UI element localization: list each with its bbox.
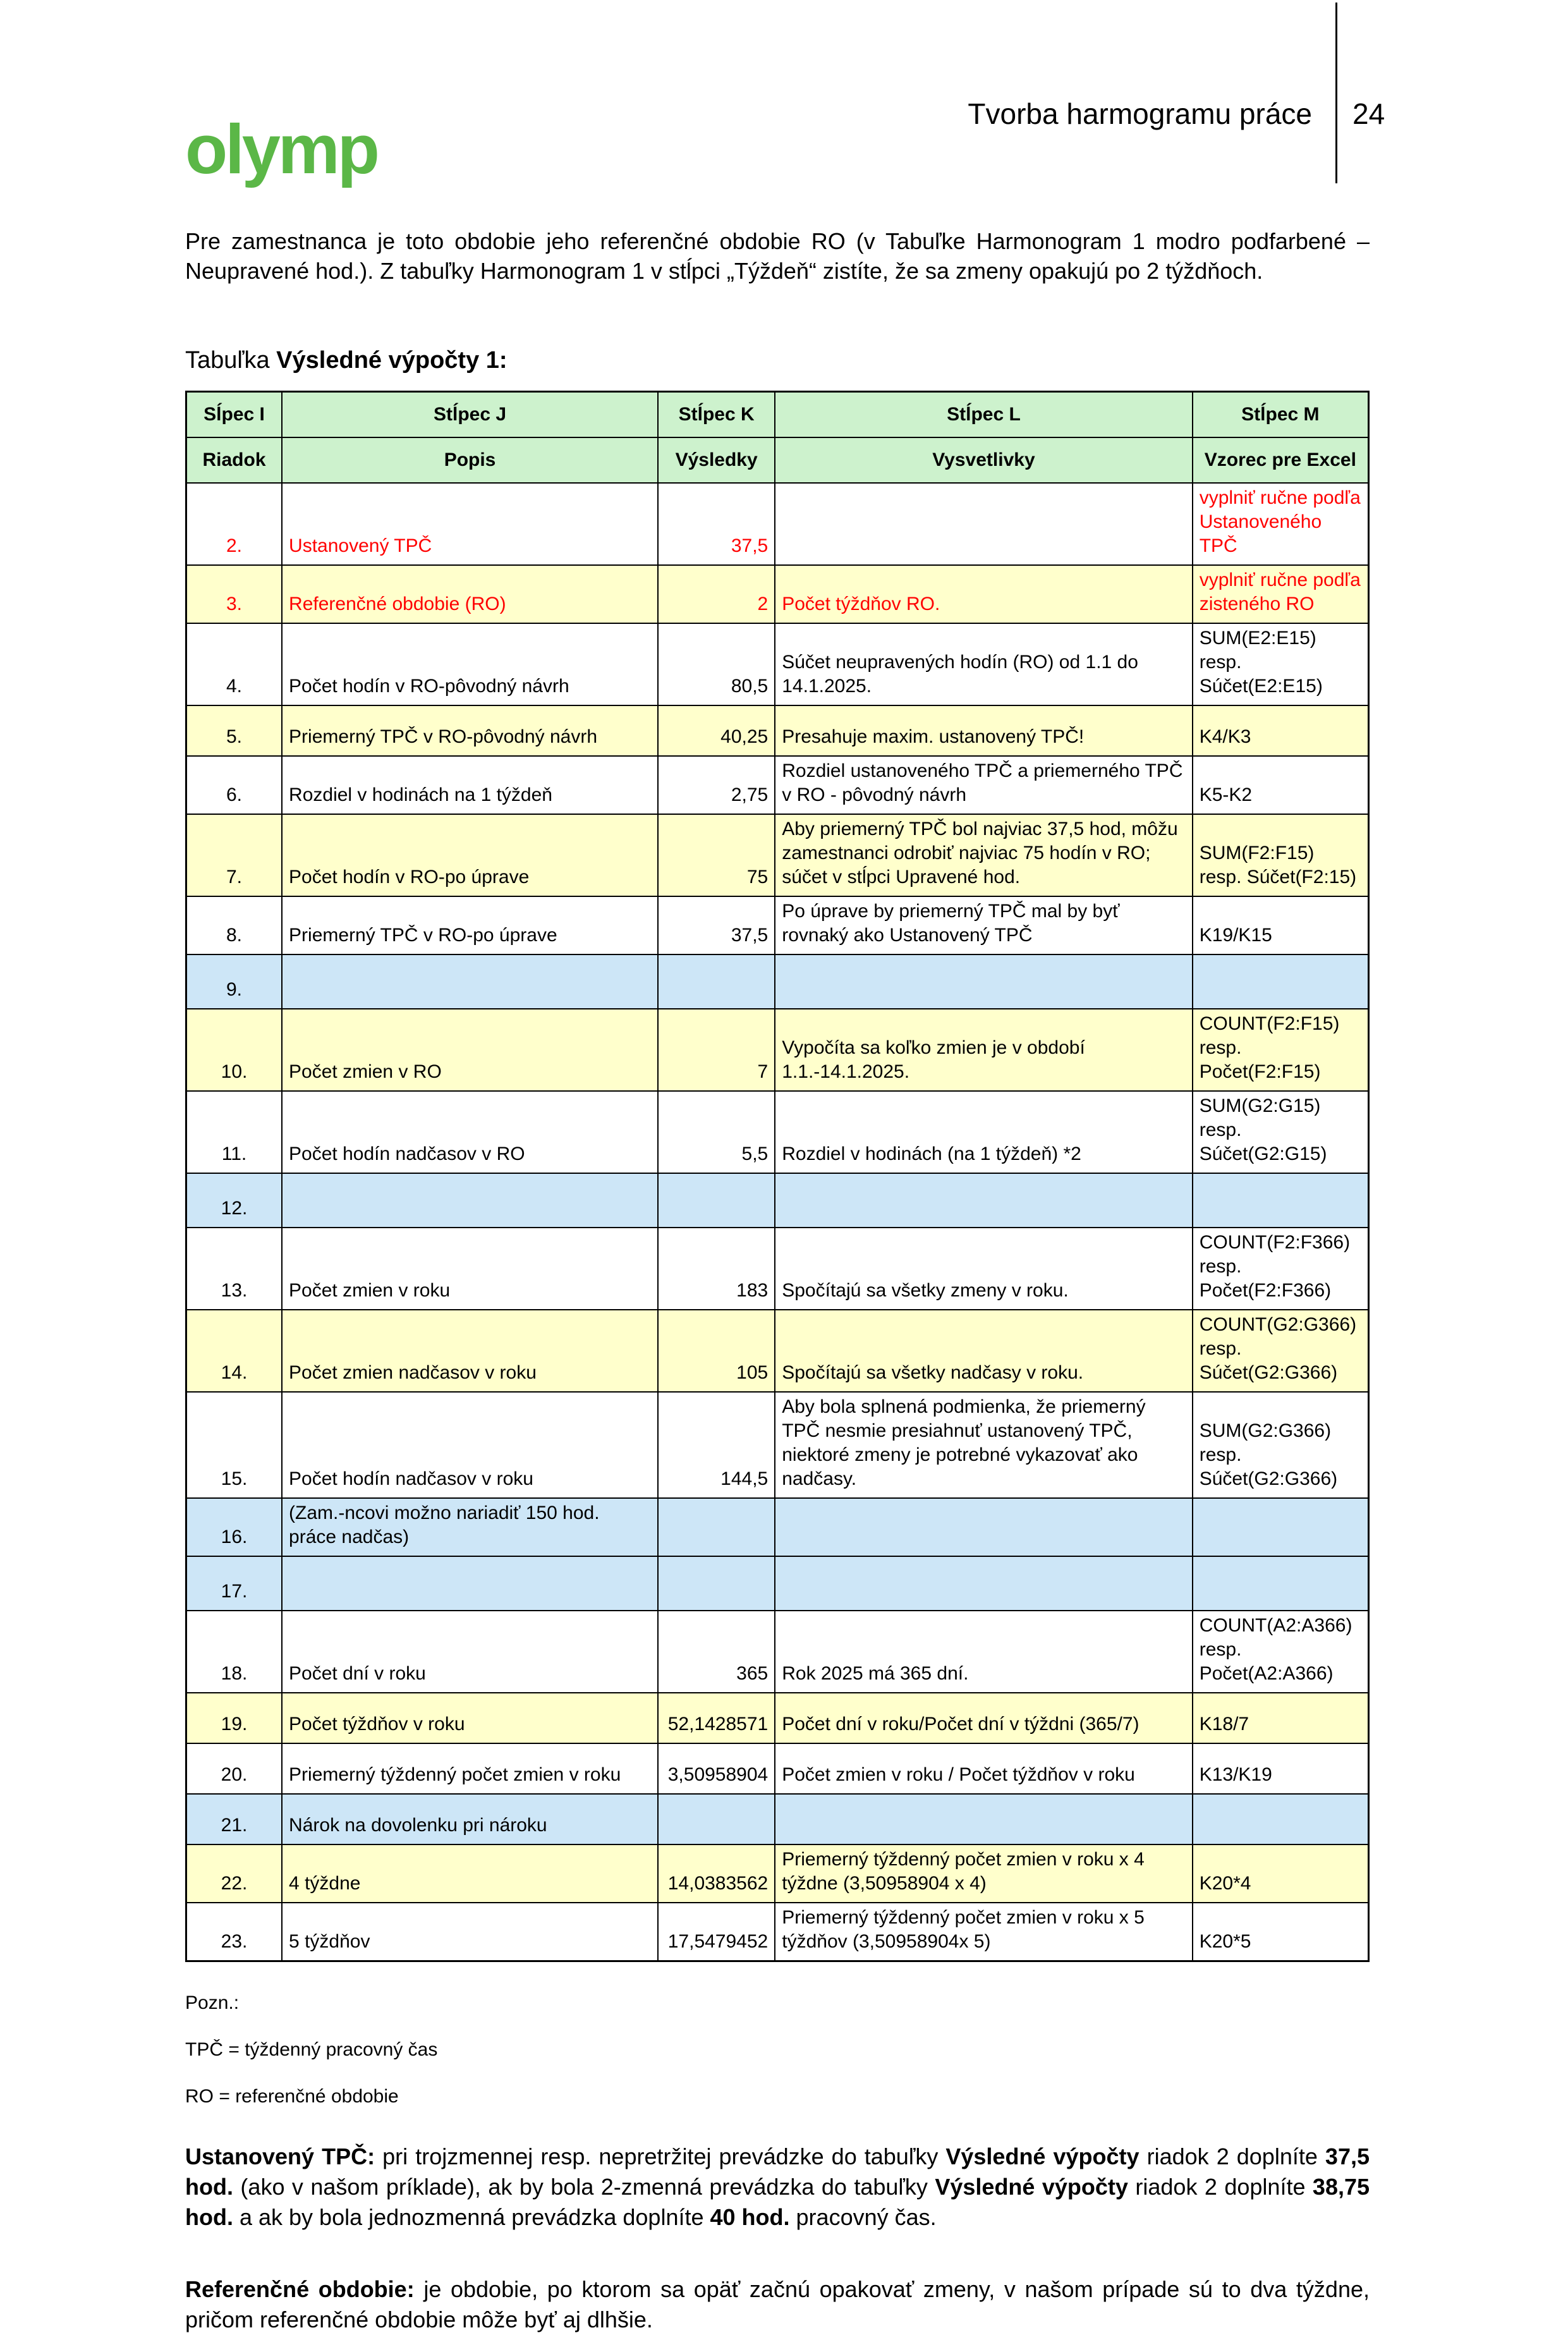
- cell-popis: 4 týždne: [282, 1844, 658, 1903]
- cell-popis: Počet hodín v RO-po úprave: [282, 814, 658, 896]
- table-row: [186, 1743, 1369, 1794]
- intro-paragraph: Pre zamestnanca je toto obdobie jeho referenčné obdobie RO (v Tabuľke Harmonogram 1 modro podfarbené – Neupravené hod.). Z tabuľky Harmonogram 1 v stĺpci „Týždeň“ zistíte, že sa zmeny opakujú po 2 týždňoch.: [185, 228, 1370, 284]
- cell-vysvetlivky: Priemerný týždenný počet zmien v roku x 5 týždňov (3,50958904x 5): [775, 1903, 1192, 1961]
- cell-vysledky: 5,5: [658, 1091, 775, 1173]
- cell-vysledky: 144,5: [658, 1392, 775, 1498]
- note-pozn: Pozn.:: [185, 1992, 240, 2013]
- cell-vzorec: [1193, 1556, 1369, 1611]
- column-subheader: Vzorec pre Excel: [1193, 437, 1369, 483]
- cell-vysvetlivky: Rozdiel v hodinách (na 1 týždeň) *2: [775, 1091, 1192, 1173]
- cell-vysledky: 17,5479452: [658, 1903, 775, 1961]
- bold-text: Výsledné výpočty: [935, 2174, 1128, 2200]
- cell-vzorec: [1193, 1173, 1369, 1228]
- cell-vzorec: K5-K2: [1193, 756, 1369, 814]
- paragraph-text: pri trojzmennej resp. nepretržitej prevádzke do tabuľky: [375, 2143, 946, 2169]
- cell-popis: Priemerný týždenný počet zmien v roku: [282, 1743, 658, 1794]
- cell-vysledky: 80,5: [658, 623, 775, 705]
- cell-popis: Počet hodín v RO-pôvodný návrh: [282, 623, 658, 705]
- cell-vysvetlivky: [775, 1556, 1192, 1611]
- cell-vysledky: 365: [658, 1611, 775, 1693]
- cell-riadok: 18.: [186, 1611, 283, 1693]
- cell-popis: Priemerný TPČ v RO-pôvodný návrh: [282, 705, 658, 756]
- table-row: [186, 623, 1369, 705]
- paragraph-text: riadok 2 doplníte: [1127, 2174, 1313, 2200]
- cell-vysvetlivky: Súčet neupravených hodín (RO) od 1.1 do 14.1.2025.: [775, 623, 1192, 705]
- bold-text: 40 hod.: [710, 2204, 790, 2230]
- cell-vzorec: COUNT(F2:F15) resp. Počet(F2:F15): [1193, 1009, 1369, 1091]
- cell-riadok: 22.: [186, 1844, 283, 1903]
- table-row: [186, 705, 1369, 756]
- column-header: Stĺpec J: [282, 392, 658, 438]
- cell-vysvetlivky: Počet zmien v roku / Počet týždňov v roku: [775, 1743, 1192, 1794]
- cell-vysvetlivky: [775, 1173, 1192, 1228]
- cell-vysvetlivky: Rok 2025 má 365 dní.: [775, 1611, 1192, 1693]
- cell-vysvetlivky: Priemerný týždenný počet zmien v roku x 4 týždne (3,50958904 x 4): [775, 1844, 1192, 1903]
- sub-header-row: [186, 437, 1369, 483]
- cell-vysledky: 183: [658, 1228, 775, 1310]
- cell-popis: [282, 954, 658, 1009]
- cell-vysvetlivky: Vypočíta sa koľko zmien je v období 1.1.-14.1.2025.: [775, 1009, 1192, 1091]
- cell-vzorec: SUM(G2:G15) resp. Súčet(G2:G15): [1193, 1091, 1369, 1173]
- table-row: [186, 565, 1369, 623]
- cell-vzorec: SUM(E2:E15) resp. Súčet(E2:E15): [1193, 623, 1369, 705]
- note-ro: RO = referenčné obdobie: [185, 2086, 399, 2107]
- bold-text: 37,5 hod.: [185, 2143, 1370, 2200]
- paragraph-text: pracovný čas.: [789, 2204, 937, 2230]
- cell-riadok: 17.: [186, 1556, 283, 1611]
- cell-popis: 5 týždňov: [282, 1903, 658, 1961]
- cell-vysvetlivky: Spočítajú sa všetky zmeny v roku.: [775, 1228, 1192, 1310]
- table-row: [186, 1693, 1369, 1743]
- cell-vysledky: 14,0383562: [658, 1844, 775, 1903]
- table-row: [186, 814, 1369, 896]
- column-subheader: Riadok: [186, 437, 283, 483]
- cell-vysvetlivky: Počet dní v roku/Počet dní v týždni (365/7): [775, 1693, 1192, 1743]
- cell-popis: Počet dní v roku: [282, 1611, 658, 1693]
- cell-popis: Počet hodín nadčasov v roku: [282, 1392, 658, 1498]
- page-number: 24: [1352, 97, 1385, 130]
- cell-vysledky: 7: [658, 1009, 775, 1091]
- header-title: Tvorba harmogramu práce: [968, 97, 1312, 130]
- cell-vzorec: K19/K15: [1193, 896, 1369, 954]
- cell-vzorec: SUM(G2:G366) resp. Súčet(G2:G366): [1193, 1392, 1369, 1498]
- cell-vysledky: [658, 954, 775, 1009]
- table-row: [186, 483, 1369, 565]
- table-caption: [185, 345, 1370, 375]
- cell-popis: [282, 1173, 658, 1228]
- table-caption-prefix: Tabuľka: [185, 347, 277, 374]
- cell-vysvetlivky: [775, 954, 1192, 1009]
- cell-riadok: 21.: [186, 1794, 283, 1844]
- cell-vzorec: [1193, 1794, 1369, 1844]
- column-header: Sĺpec I: [186, 392, 283, 438]
- cell-vzorec: vyplniť ručne podľa Ustanoveného TPČ: [1193, 483, 1369, 565]
- cell-vzorec: SUM(F2:F15) resp. Súčet(F2:15): [1193, 814, 1369, 896]
- cell-vysvetlivky: Presahuje maxim. ustanovený TPČ!: [775, 705, 1192, 756]
- paragraph-text: je obdobie, po ktorom sa opäť začnú opakovať zmeny, v našom prípade sú to dva týždne, pričom referenčné obdobie môže byť aj dlhšie.: [185, 2276, 1370, 2332]
- table-row: [186, 1903, 1369, 1961]
- cell-popis: Počet zmien nadčasov v roku: [282, 1310, 658, 1392]
- cell-vzorec: COUNT(A2:A366) resp. Počet(A2:A366): [1193, 1611, 1369, 1693]
- table-row: [186, 954, 1369, 1009]
- table-row: [186, 1091, 1369, 1173]
- cell-vysledky: 75: [658, 814, 775, 896]
- cell-vysledky: 37,5: [658, 483, 775, 565]
- paragraph-ustanoveny-tpc: [185, 2142, 1370, 2233]
- bold-text: 38,75 hod.: [185, 2174, 1370, 2230]
- table-row: [186, 1173, 1369, 1228]
- cell-riadok: 2.: [186, 483, 283, 565]
- results-table: [185, 391, 1370, 1962]
- column-header: Stĺpec M: [1193, 392, 1369, 438]
- cell-vysledky: 105: [658, 1310, 775, 1392]
- cell-vysledky: 40,25: [658, 705, 775, 756]
- cell-riadok: 4.: [186, 623, 283, 705]
- table-row: [186, 1794, 1369, 1844]
- cell-popis: Počet zmien v roku: [282, 1228, 658, 1310]
- cell-vysledky: 2: [658, 565, 775, 623]
- cell-vysvetlivky: [775, 1498, 1192, 1556]
- olymp-logo: olymp: [185, 111, 377, 188]
- cell-popis: Ustanovený TPČ: [282, 483, 658, 565]
- cell-riadok: 15.: [186, 1392, 283, 1498]
- cell-vysledky: [658, 1794, 775, 1844]
- cell-popis: Počet zmien v RO: [282, 1009, 658, 1091]
- paragraph-text: (ako v našom príklade), ak by bola 2-zmenná prevádzka do tabuľky: [233, 2174, 935, 2200]
- table-row: [186, 1009, 1369, 1091]
- table-row: [186, 1310, 1369, 1392]
- cell-riadok: 16.: [186, 1498, 283, 1556]
- table-row: [186, 1392, 1369, 1498]
- cell-vysvetlivky: Aby bola splnená podmienka, že priemerný TPČ nesmie presiahnuť ustanovený TPČ, niektoré zmeny je potrebné vykazovať ako nadčasy.: [775, 1392, 1192, 1498]
- cell-vzorec: K13/K19: [1193, 1743, 1369, 1794]
- table-row: [186, 1228, 1369, 1310]
- cell-vzorec: COUNT(G2:G366) resp. Súčet(G2:G366): [1193, 1310, 1369, 1392]
- paragraph-text: a ak by bola jednozmenná prevádzka doplníte: [233, 2204, 710, 2230]
- cell-vysvetlivky: [775, 483, 1192, 565]
- cell-vysvetlivky: Počet týždňov RO.: [775, 565, 1192, 623]
- cell-riadok: 3.: [186, 565, 283, 623]
- cell-riadok: 14.: [186, 1310, 283, 1392]
- cell-vzorec: K20*5: [1193, 1903, 1369, 1961]
- cell-vysvetlivky: Po úprave by priemerný TPČ mal by byť rovnaký ako Ustanovený TPČ: [775, 896, 1192, 954]
- cell-vysledky: 52,1428571: [658, 1693, 775, 1743]
- cell-popis: Priemerný TPČ v RO-po úprave: [282, 896, 658, 954]
- cell-vysledky: 3,50958904: [658, 1743, 775, 1794]
- header-divider: [1335, 3, 1337, 183]
- column-subheader: Vysvetlivky: [775, 437, 1192, 483]
- cell-popis: Počet hodín nadčasov v RO: [282, 1091, 658, 1173]
- cell-vysvetlivky: Spočítajú sa všetky nadčasy v roku.: [775, 1310, 1192, 1392]
- cell-vysvetlivky: Aby priemerný TPČ bol najviac 37,5 hod, môžu zamestnanci odrobiť najviac 75 hodín v RO; súčet v stĺpci Upravené hod.: [775, 814, 1192, 896]
- column-header: Stĺpec K: [658, 392, 775, 438]
- cell-vzorec: K4/K3: [1193, 705, 1369, 756]
- bold-text: Výsledné výpočty: [945, 2143, 1140, 2169]
- cell-riadok: 5.: [186, 705, 283, 756]
- cell-popis: Referenčné obdobie (RO): [282, 565, 658, 623]
- table-row: [186, 1611, 1369, 1693]
- table-row: [186, 756, 1369, 814]
- table-row: [186, 1556, 1369, 1611]
- cell-popis: Rozdiel v hodinách na 1 týždeň: [282, 756, 658, 814]
- column-subheader: Popis: [282, 437, 658, 483]
- cell-vysledky: [658, 1498, 775, 1556]
- cell-riadok: 9.: [186, 954, 283, 1009]
- column-header-row: [186, 392, 1369, 438]
- cell-riadok: 11.: [186, 1091, 283, 1173]
- cell-vzorec: COUNT(F2:F366) resp. Počet(F2:F366): [1193, 1228, 1369, 1310]
- cell-vzorec: K18/7: [1193, 1693, 1369, 1743]
- cell-vysvetlivky: Rozdiel ustanoveného TPČ a priemerného TPČ v RO - pôvodný návrh: [775, 756, 1192, 814]
- cell-vysledky: [658, 1556, 775, 1611]
- cell-riadok: 10.: [186, 1009, 283, 1091]
- content-column: [185, 226, 1370, 2335]
- cell-vzorec: K20*4: [1193, 1844, 1369, 1903]
- cell-riadok: 20.: [186, 1743, 283, 1794]
- cell-riadok: 12.: [186, 1173, 283, 1228]
- note-tpc: TPČ = týždenný pracovný čas: [185, 2039, 438, 2060]
- cell-riadok: 13.: [186, 1228, 283, 1310]
- cell-riadok: 6.: [186, 756, 283, 814]
- cell-vzorec: vyplniť ručne podľa zisteného RO: [1193, 565, 1369, 623]
- cell-popis: Počet týždňov v roku: [282, 1693, 658, 1743]
- cell-popis: [282, 1556, 658, 1611]
- table-caption-title: Výsledné výpočty 1:: [276, 347, 507, 374]
- cell-popis: Nárok na dovolenku pri nároku: [282, 1794, 658, 1844]
- paragraph-referencne-obdobie: [185, 2274, 1370, 2335]
- paragraph-text: riadok 2 doplníte: [1139, 2143, 1325, 2169]
- cell-vysledky: 2,75: [658, 756, 775, 814]
- table-row: [186, 896, 1369, 954]
- cell-vzorec: [1193, 954, 1369, 1009]
- cell-vzorec: [1193, 1498, 1369, 1556]
- cell-riadok: 7.: [186, 814, 283, 896]
- bold-lead-in: Referenčné obdobie:: [185, 2276, 415, 2302]
- cell-popis: (Zam.-ncovi možno nariadiť 150 hod. práce nadčas): [282, 1498, 658, 1556]
- column-header: Stĺpec L: [775, 392, 1192, 438]
- table-row: [186, 1844, 1369, 1903]
- table-row: [186, 1498, 1369, 1556]
- cell-riadok: 8.: [186, 896, 283, 954]
- cell-vysledky: [658, 1173, 775, 1228]
- cell-riadok: 23.: [186, 1903, 283, 1961]
- bold-lead-in: Ustanovený TPČ:: [185, 2143, 375, 2169]
- column-subheader: Výsledky: [658, 437, 775, 483]
- cell-vysledky: 37,5: [658, 896, 775, 954]
- cell-riadok: 19.: [186, 1693, 283, 1743]
- cell-vysvetlivky: [775, 1794, 1192, 1844]
